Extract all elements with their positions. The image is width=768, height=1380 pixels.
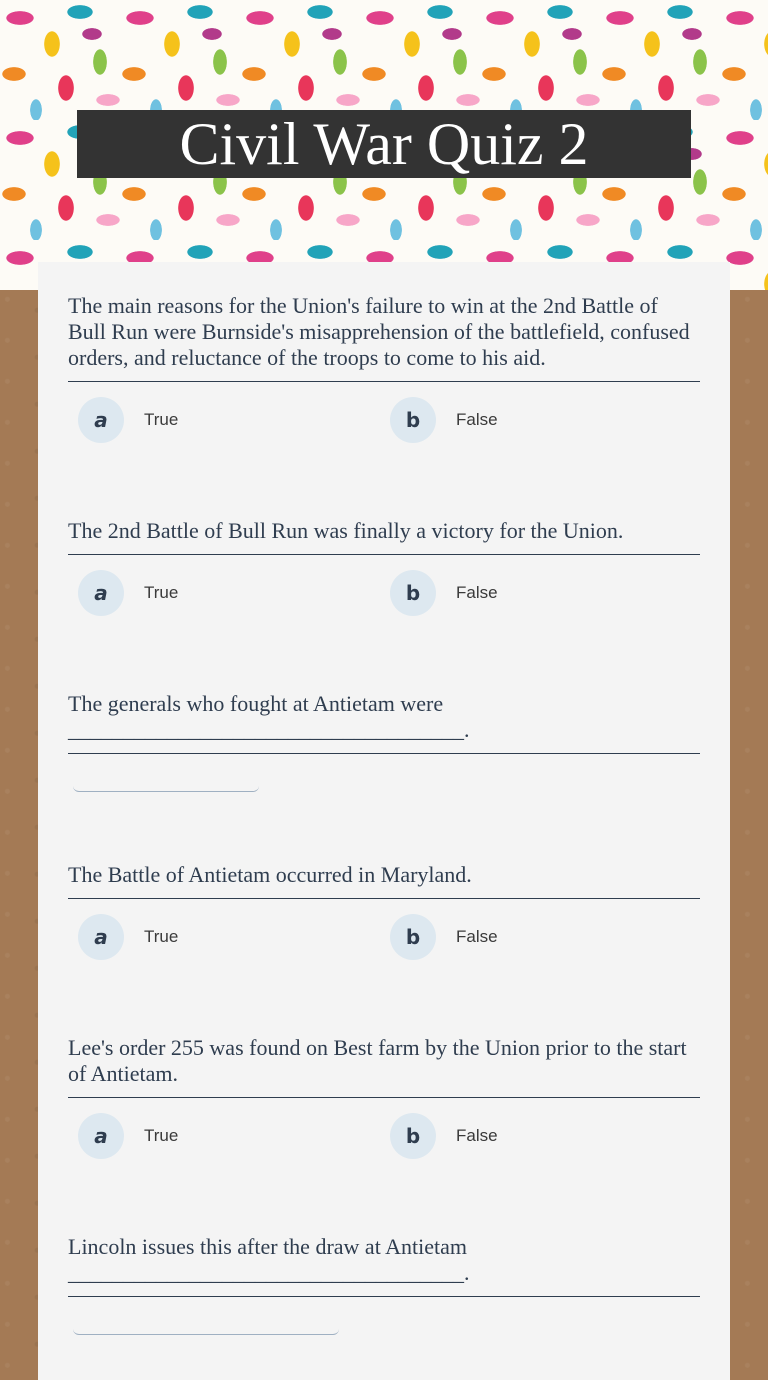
question-1-text: The main reasons for the Union's failure to win at the 2nd Battle of Bull Run were Burnside's misapprehension of the battlefield, confused orders, and reluctance of the troops to come to his aid. bbox=[68, 293, 700, 382]
option-letter-badge: b bbox=[390, 397, 436, 443]
option-letter-badge: a bbox=[78, 570, 124, 616]
option-label: True bbox=[144, 1126, 179, 1145]
question-6-answer-field[interactable] bbox=[73, 1324, 339, 1335]
option-letter-badge: a bbox=[78, 1113, 124, 1159]
question-1-option-b[interactable] bbox=[390, 397, 498, 443]
option-label: False bbox=[456, 410, 498, 429]
option-letter-badge: b bbox=[390, 1113, 436, 1159]
option-letter-badge: a bbox=[78, 397, 124, 443]
question-3-text: The generals who fought at Antietam were ____________________________________. bbox=[68, 691, 700, 754]
question-2-option-b[interactable] bbox=[390, 570, 498, 616]
question-5-text: Lee's order 255 was found on Best farm by the Union prior to the start of Antietam. bbox=[68, 1035, 700, 1098]
option-label: True bbox=[144, 927, 179, 946]
floral-header-background bbox=[0, 0, 768, 290]
worksheet bbox=[38, 262, 730, 1380]
option-letter-badge: a bbox=[78, 914, 124, 960]
option-label: False bbox=[456, 1126, 498, 1145]
question-4-text: The Battle of Antietam occurred in Maryland. bbox=[68, 862, 700, 899]
option-label: False bbox=[456, 927, 498, 946]
page-title: Civil War Quiz 2 bbox=[179, 111, 589, 177]
option-letter-badge: b bbox=[390, 570, 436, 616]
option-label: False bbox=[456, 583, 498, 602]
question-5-option-b[interactable] bbox=[390, 1113, 498, 1159]
question-5-option-a[interactable] bbox=[78, 1113, 178, 1159]
question-4-option-b[interactable] bbox=[390, 914, 498, 960]
option-label: True bbox=[144, 410, 179, 429]
question-1-option-a[interactable] bbox=[78, 397, 178, 443]
option-letter-badge: b bbox=[390, 914, 436, 960]
question-4-option-a[interactable] bbox=[78, 914, 178, 960]
title-banner bbox=[77, 110, 691, 178]
question-6-text: Lincoln issues this after the draw at Antietam ____________________________________. bbox=[68, 1234, 700, 1297]
question-2-text: The 2nd Battle of Bull Run was finally a victory for the Union. bbox=[68, 518, 700, 555]
option-label: True bbox=[144, 583, 179, 602]
question-3-answer-field[interactable] bbox=[73, 781, 259, 792]
question-2-option-a[interactable] bbox=[78, 570, 178, 616]
